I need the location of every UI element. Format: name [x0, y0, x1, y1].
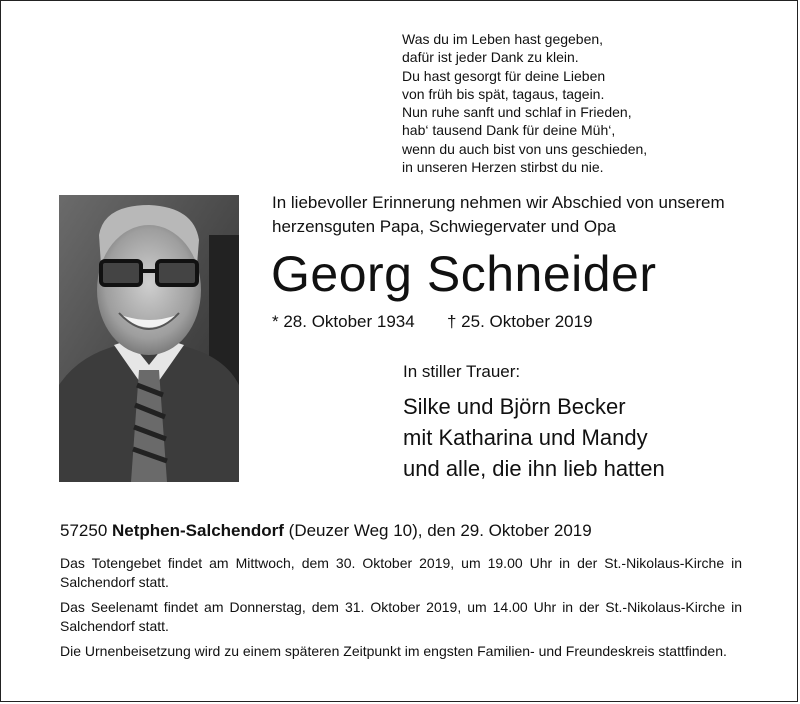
poem-line: Was du im Leben hast gegeben, [402, 31, 604, 47]
intro-text [272, 191, 725, 239]
notice-paragraph: Die Urnenbeisetzung wird zu einem späteren Zeitpunkt im engsten Familien- und Freundeskreis stattfinden. [60, 643, 727, 659]
service-notices [60, 554, 742, 667]
mourner-line: Silke und Björn Becker [403, 394, 626, 419]
poem-line: dafür ist jeder Dank zu klein. [402, 49, 579, 66]
poem-line: Nun ruhe sanft und schlaf in Frieden, [402, 104, 632, 121]
place-town: Netphen-Salchendorf [112, 521, 284, 540]
deceased-name: Georg Schneider [271, 246, 657, 302]
birth-date: * 28. Oktober 1934 [272, 312, 415, 331]
poem [402, 30, 647, 176]
poem-line: hab‘ tausend Dank für deine Müh‘, [402, 122, 616, 139]
place-zip: 57250 [60, 521, 108, 540]
place-address-date: (Deuzer Weg 10), den 29. Oktober 2019 [288, 521, 592, 540]
notice-paragraph: Das Totengebet findet am Mittwoch, dem 30. Oktober 2019, um 19.00 Uhr in der St.-Nikolaus-Kirche in Salchendorf statt. [60, 555, 742, 590]
poem-line: von früh bis spät, tagaus, tagein. [402, 85, 605, 102]
notice-paragraph: Das Seelenamt findet am Donnerstag, dem 31. Oktober 2019, um 14.00 Uhr in der St.-Nikolaus-Kirche in Salchendorf statt. [60, 599, 742, 634]
poem-line: in unseren Herzen stirbst du nie. [402, 159, 604, 176]
poem-line: Du hast gesorgt für deine Lieben [402, 67, 606, 84]
intro-line: In liebevoller Erinnerung nehmen wir Abschied von unserem [272, 193, 725, 212]
mourners-intro: In stiller Trauer: [403, 362, 521, 381]
mourners-list [403, 391, 665, 484]
intro-line: herzensguten Papa, Schwiegervater und Opa [272, 217, 617, 236]
death-date: † 25. Oktober 2019 [447, 312, 593, 331]
portrait-image [59, 195, 239, 482]
portrait-photo [59, 195, 239, 482]
life-dates [272, 310, 593, 334]
place-date-line [60, 519, 592, 543]
poem-line: wenn du auch bist von uns geschieden, [402, 140, 648, 157]
mourner-line: und alle, die ihn lieb hatten [403, 456, 665, 481]
mourner-line: mit Katharina und Mandy [403, 425, 648, 450]
